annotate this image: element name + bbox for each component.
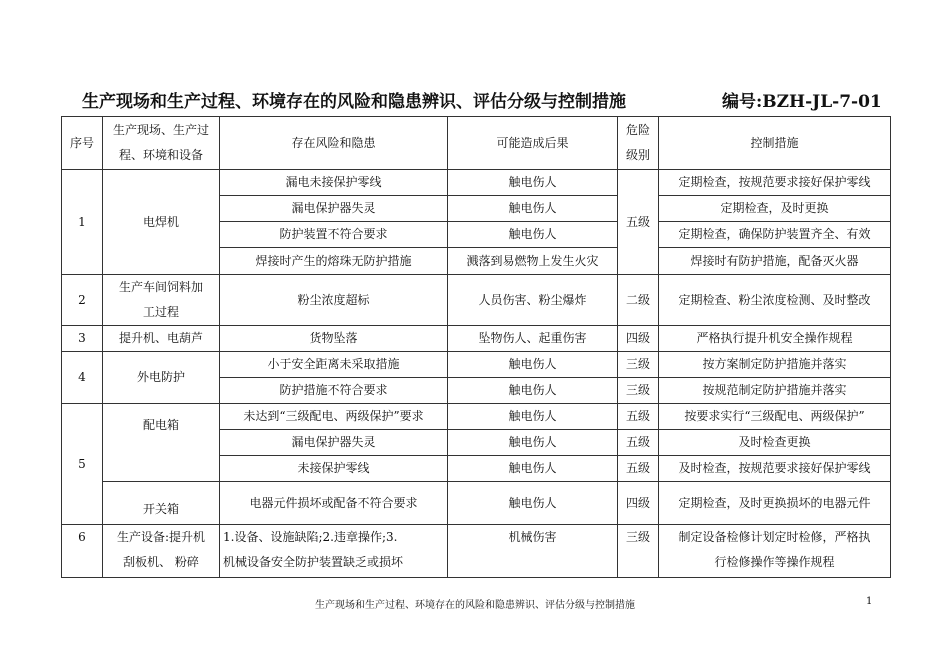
row-scene: 外电防护 — [103, 352, 220, 404]
row-scene: 生产车间饲料加 工过程 — [103, 275, 220, 326]
row-risk: 1.设备、设施缺陷;2.违章操作;3. 机械设备安全防护装置缺乏或损坏 — [220, 525, 448, 578]
row-risk: 防护措施不符合要求 — [220, 378, 448, 404]
row-risk: 未接保护零线 — [220, 456, 448, 482]
header-risk: 存在风险和隐患 — [220, 117, 448, 170]
row-measures: 定期检查、粉尘浓度检测、及时整改 — [659, 275, 891, 326]
page-footer: 生产现场和生产过程、环境存在的风险和隐患辨识、评估分级与控制措施 — [315, 600, 635, 611]
row-level: 三级 — [618, 378, 659, 404]
row-consequence: 触电伤人 — [448, 222, 618, 248]
table-row — [62, 275, 891, 326]
row-level: 五级 — [618, 404, 659, 430]
row-risk: 漏电保护器失灵 — [220, 430, 448, 456]
document-code: 编号:BZH-JL-7-01 — [722, 92, 882, 112]
header-level: 危险 级别 — [618, 117, 659, 170]
row-scene: 生产设备:提升机 刮板机、 粉碎 — [103, 525, 220, 578]
table-row — [62, 482, 891, 525]
risk-table — [61, 116, 891, 578]
row-risk: 焊接时产生的熔珠无防护措施 — [220, 248, 448, 275]
row-consequence: 触电伤人 — [448, 482, 618, 525]
row-consequence: 触电伤人 — [448, 430, 618, 456]
row-consequence: 溅落到易燃物上发生火灾 — [448, 248, 618, 275]
row-risk: 粉尘浓度超标 — [220, 275, 448, 326]
row-measures: 按规范制定防护措施并落实 — [659, 378, 891, 404]
row-scene: 提升机、电葫芦 — [103, 326, 220, 352]
row-risk: 未达到“三级配电、两级保护”要求 — [220, 404, 448, 430]
header-no: 序号 — [62, 117, 103, 170]
row-consequence: 触电伤人 — [448, 404, 618, 430]
table-row — [62, 170, 891, 196]
row-consequence: 触电伤人 — [448, 378, 618, 404]
row-risk: 漏电未接保护零线 — [220, 170, 448, 196]
table-row — [62, 326, 891, 352]
document-title: 生产现场和生产过程、环境存在的风险和隐患辨识、评估分级与控制措施 — [82, 92, 626, 112]
row-risk: 小于安全距离未采取措施 — [220, 352, 448, 378]
row-scene: 电焊机 — [103, 170, 220, 275]
row-no: 2 — [62, 275, 103, 326]
row-measures: 制定设备检修计划定时检修，严格执 行检修操作等操作规程 — [659, 525, 891, 578]
row-consequence: 人员伤害、粉尘爆炸 — [448, 275, 618, 326]
table-row — [62, 352, 891, 378]
row-no: 3 — [62, 326, 103, 352]
row-consequence: 触电伤人 — [448, 196, 618, 222]
row-scene-distribution-box: 配电箱 — [103, 404, 220, 482]
row-no: 6 — [62, 525, 103, 578]
row-consequence: 触电伤人 — [448, 170, 618, 196]
row-level: 三级 — [618, 525, 659, 578]
table-row — [62, 525, 891, 578]
row-measures: 按要求实行“三级配电、两级保护” — [659, 404, 891, 430]
row-level: 三级 — [618, 352, 659, 378]
row-measures: 按方案制定防护措施并落实 — [659, 352, 891, 378]
header-scene: 生产现场、生产过 程、环境和设备 — [103, 117, 220, 170]
table-row — [62, 404, 891, 430]
row-level: 五级 — [618, 170, 659, 275]
row-no: 5 — [62, 404, 103, 525]
row-level: 五级 — [618, 456, 659, 482]
row-risk: 防护装置不符合要求 — [220, 222, 448, 248]
row-risk: 漏电保护器失灵 — [220, 196, 448, 222]
page-number: 1 — [866, 596, 873, 607]
row-risk: 电器元件损坏或配备不符合要求 — [220, 482, 448, 525]
row-no: 4 — [62, 352, 103, 404]
row-level: 五级 — [618, 430, 659, 456]
row-consequence: 触电伤人 — [448, 352, 618, 378]
row-level: 四级 — [618, 482, 659, 525]
row-consequence: 坠物伤人、起重伤害 — [448, 326, 618, 352]
row-consequence: 触电伤人 — [448, 456, 618, 482]
row-measures: 定期检查，确保防护装置齐全、有效 — [659, 222, 891, 248]
header-consequence: 可能造成后果 — [448, 117, 618, 170]
table-header-row — [62, 117, 891, 170]
row-measures: 及时检查，按规范要求接好保护零线 — [659, 456, 891, 482]
row-measures: 及时检查更换 — [659, 430, 891, 456]
row-level: 二级 — [618, 275, 659, 326]
row-risk: 货物坠落 — [220, 326, 448, 352]
row-measures: 定期检查，及时更换 — [659, 196, 891, 222]
row-measures: 定期检查，及时更换损坏的电器元件 — [659, 482, 891, 525]
row-consequence: 机械伤害 — [448, 525, 618, 578]
header-measures: 控制措施 — [659, 117, 891, 170]
row-measures: 严格执行提升机安全操作规程 — [659, 326, 891, 352]
row-measures: 定期检查，按规范要求接好保护零线 — [659, 170, 891, 196]
row-no: 1 — [62, 170, 103, 275]
row-measures: 焊接时有防护措施，配备灭火器 — [659, 248, 891, 275]
row-scene-switch-box: 开关箱 — [103, 482, 220, 525]
row-level: 四级 — [618, 326, 659, 352]
